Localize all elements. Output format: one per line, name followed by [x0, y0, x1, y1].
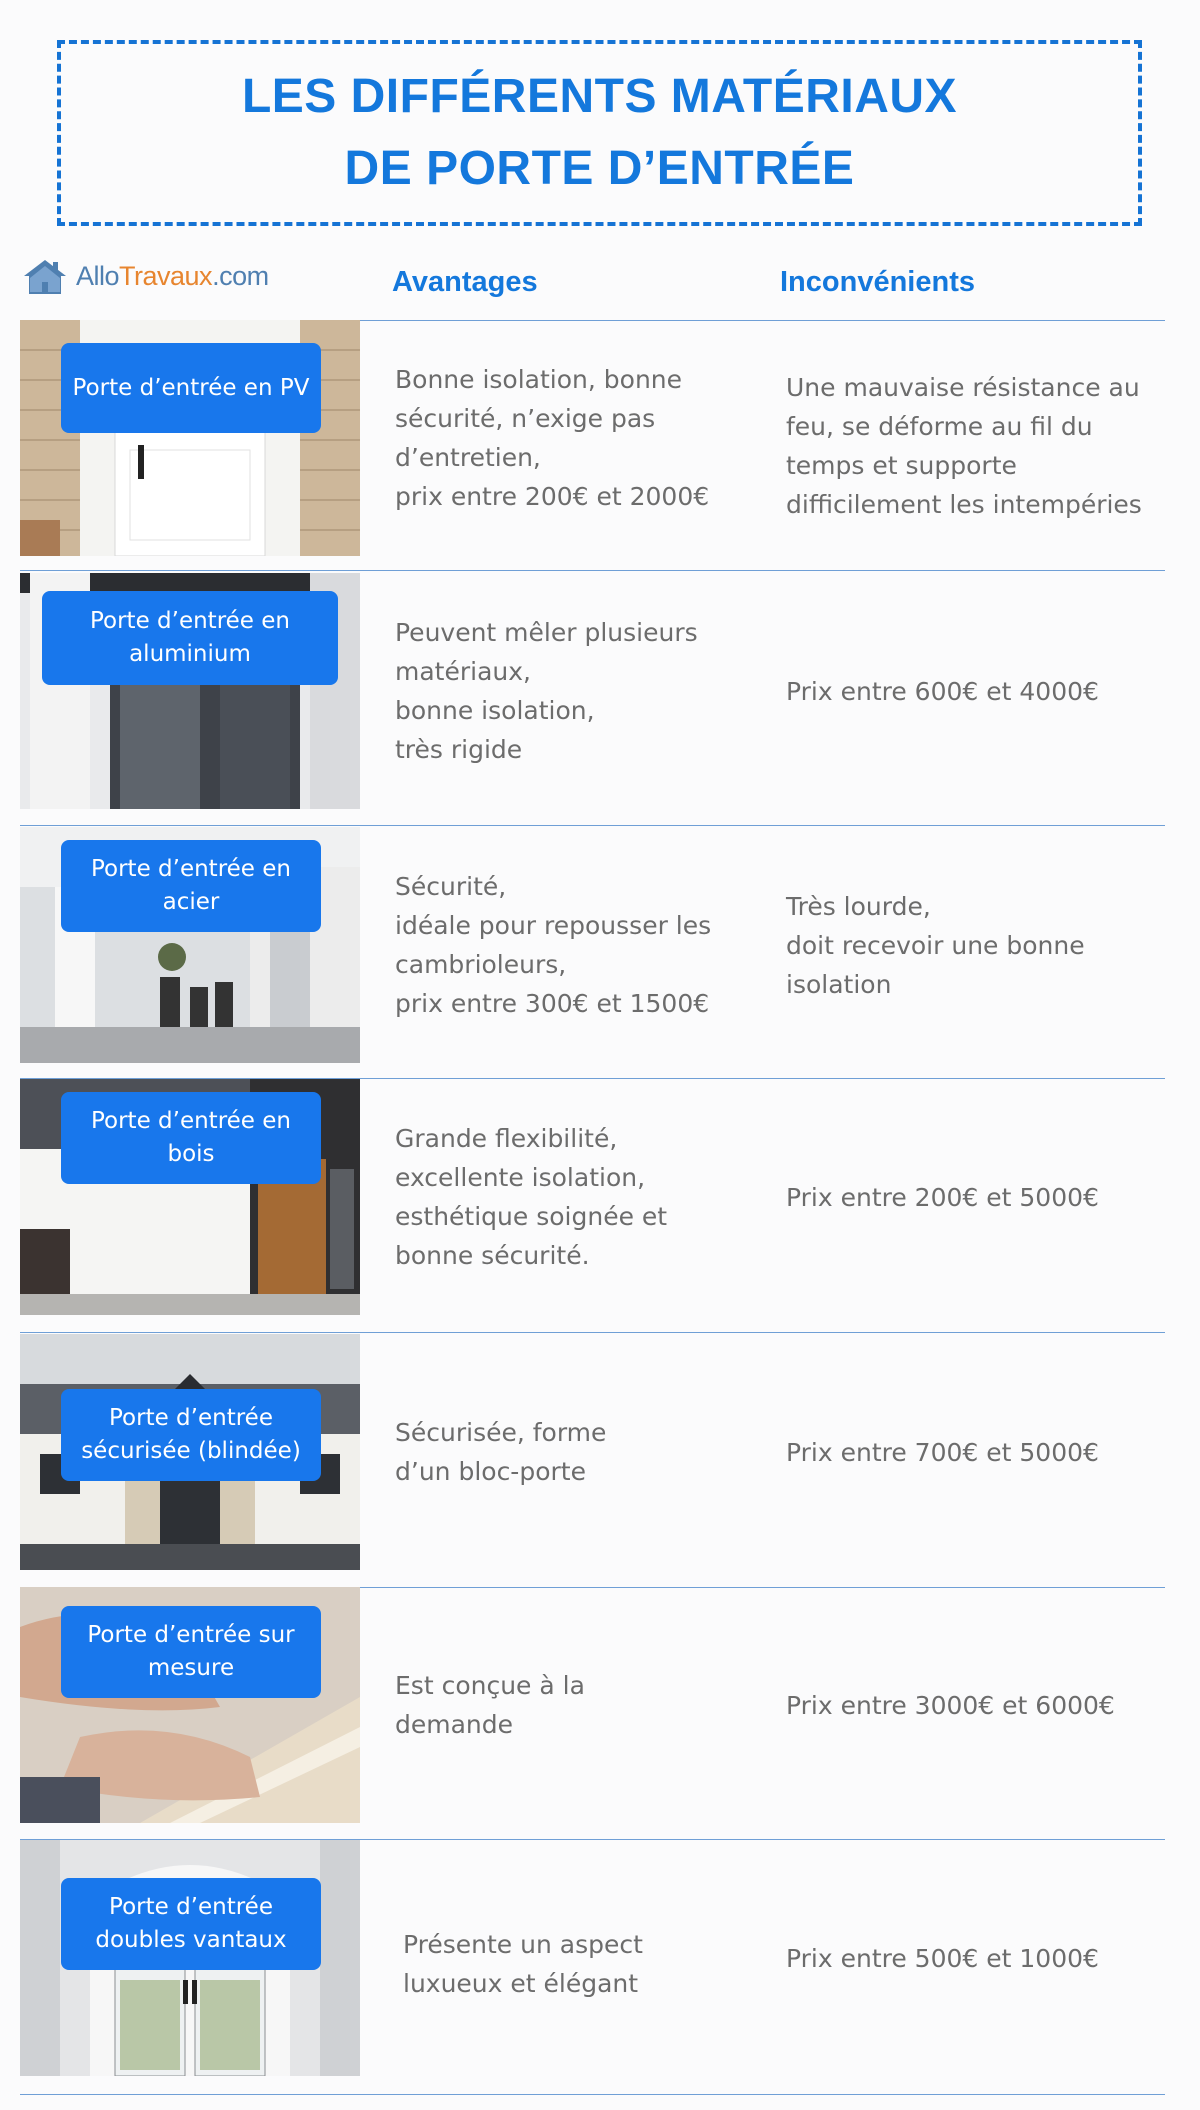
door-photo-bois [20, 1079, 360, 1315]
table-row [20, 1079, 1165, 1315]
door-photo-pvc [20, 320, 360, 556]
page-title-line-1: LES DIFFÉRENTS MATÉRIAUX [241, 70, 958, 123]
header-advantages: Avantages [392, 266, 538, 298]
disadvantages-cell: Prix entre 600€ et 4000€ [786, 676, 1099, 706]
row-divider [20, 1332, 1165, 1333]
disadvantages-cell: Prix entre 200€ et 5000€ [786, 1182, 1099, 1212]
disadvantages-cell: Prix entre 3000€ et 6000€ [786, 1690, 1115, 1720]
door-type-label: Porte d’entrée doubles vantaux [61, 1878, 321, 1970]
table-row [20, 573, 1165, 809]
door-photo-acier [20, 827, 360, 1063]
allotravaux-logo [20, 256, 269, 296]
door-photo-aluminium [20, 573, 360, 809]
table-row [20, 1334, 1165, 1570]
door-type-label: Porte d’entrée en PV [61, 343, 321, 433]
table-row [20, 1587, 1165, 1823]
disadvantages-cell: Très lourde, doit recevoir une bonne isolation [786, 891, 1085, 999]
advantages-cell: Sécurité, idéale pour repousser les cambrioleurs, prix entre 300€ et 1500€ [395, 872, 712, 1018]
header-disadvantages: Inconvénients [780, 266, 975, 298]
disadvantages-cell: Prix entre 500€ et 1000€ [786, 1943, 1099, 1973]
table-row [20, 827, 1165, 1063]
logo-text-travaux: Travaux [119, 260, 213, 291]
advantages-cell: Sécurisée, forme d’un bloc-porte [395, 1418, 607, 1486]
door-type-label: Porte d’entrée sécurisée (blindée) [61, 1389, 321, 1481]
house-icon [20, 256, 70, 296]
advantages-cell: Grande flexibilité, excellente isolation, esthétique soignée et bonne sécurité. [395, 1124, 668, 1270]
title-box [57, 40, 1142, 226]
disadvantages-cell: Prix entre 700€ et 5000€ [786, 1437, 1099, 1467]
table-row [20, 320, 1165, 556]
page-title-line-2: DE PORTE D’ENTRÉE [344, 142, 855, 195]
advantages-cell: Est conçue à la demande [395, 1671, 585, 1739]
logo-text-allo: Allo [76, 260, 120, 291]
door-type-label: Porte d’entrée en acier [61, 840, 321, 932]
advantages-cell: Présente un aspect luxueux et élégant [403, 1930, 643, 1998]
door-photo-sur-mesure [20, 1587, 360, 1823]
logo-text-com: .com [212, 260, 269, 291]
advantages-cell: Peuvent mêler plusieurs matériaux, bonne isolation, très rigide [395, 618, 698, 764]
table-row [20, 1840, 1165, 2076]
advantages-cell: Bonne isolation, bonne sécurité, n’exige pas d’entretien, prix entre 200€ et 2000€ [395, 365, 710, 511]
door-photo-doubles-vantaux [20, 1840, 360, 2076]
row-divider [20, 825, 1165, 826]
door-photo-blindee [20, 1334, 360, 1570]
row-divider [20, 570, 1165, 571]
door-type-label: Porte d’entrée en bois [61, 1092, 321, 1184]
disadvantages-cell: Une mauvaise résistance au feu, se déforme au fil du temps et supporte difficilement les intempéries [786, 373, 1142, 519]
door-type-label: Porte d’entrée en aluminium [42, 591, 338, 685]
door-type-label: Porte d’entrée sur mesure [61, 1606, 321, 1698]
table-bottom-divider [20, 2094, 1165, 2095]
